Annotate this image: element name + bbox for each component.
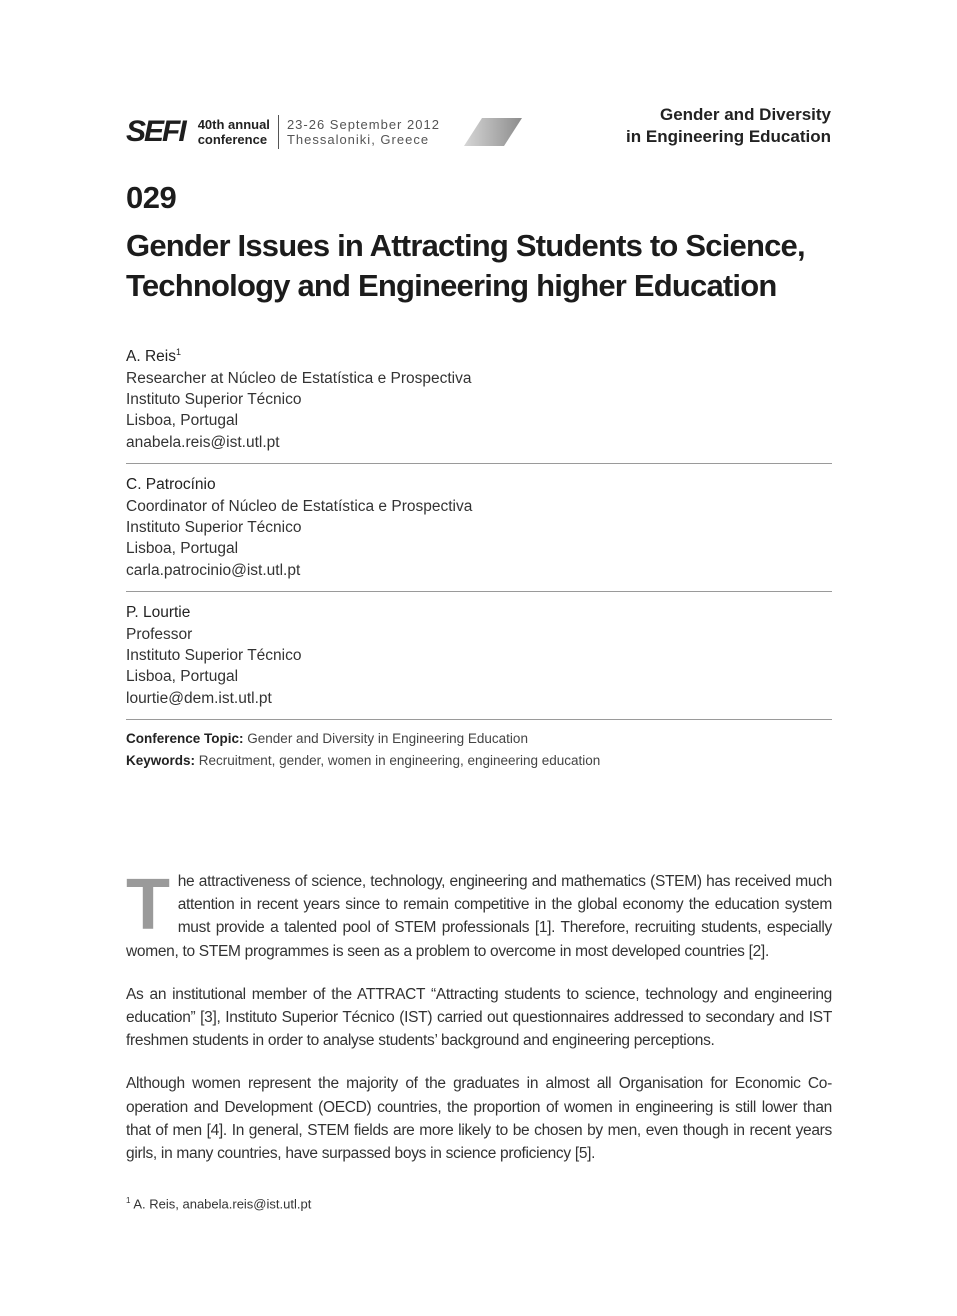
drop-cap: T [126,865,170,945]
paper-title [126,226,846,306]
author-name: P. Lourtie [126,604,191,622]
conference-edition [198,117,270,147]
author-block [126,342,832,464]
author-role: Researcher at Núcleo de Estatística e Prospectiva [126,369,472,387]
paper-number: 029 [126,180,177,215]
header-divider [278,115,279,149]
paper-meta [126,728,832,772]
body-paragraph: As an institutional member of the ATTRACT “Attracting students to science, technology and engineering education” [3], Instituto Superior Técnico (IST) carried out questionnaires addressed to secondary and IST freshmen students in order to analyse students’ background and engineering perceptions. [126,985,832,1050]
author-email: anabela.reis@ist.utl.pt [126,433,280,451]
footnote: $^1$ A. Reis, anabela.reis@ist.utl.pt [126,1196,312,1212]
conference-topic: Conference Topic: Gender and Diversity in Engineering Education [126,731,528,746]
track-line-1: Gender and Diversity [659,105,831,124]
conference-location: Thessaloniki, Greece [286,132,430,147]
edition-label: 40th annual [197,117,270,132]
track-line-2: in Engineering Education [626,127,831,146]
author-institution: Instituto Superior Técnico [126,519,302,536]
author-role: Professor [126,625,193,643]
title-line-1: Gender Issues in Attracting Students to Science, [126,228,805,263]
conference-dates-block [287,117,440,147]
keywords: Keywords: Recruitment, gender, women in engineering, engineering education [126,753,601,768]
author-city: Lisboa, Portugal [126,668,239,686]
author-city: Lisboa, Portugal [126,412,239,430]
conference-dates: 23-26 September 2012 [286,117,440,132]
author-block [126,474,832,592]
author-email: carla.patrocinio@ist.utl.pt [126,561,301,579]
author-block [126,602,832,720]
paper-body [126,865,832,1185]
author-institution: Instituto Superior Técnico [126,647,302,665]
title-line-2: Technology and Engineering higher Education [126,268,777,303]
footnote-mark: 1 [175,347,181,357]
author-role: Coordinator of Núcleo de Estatística e Prospectiva [126,497,473,515]
body-paragraph: Although women represent the majority of the graduates in almost all Organisation for Economic Co-operation and Development (OECD) countries, the proportion of women in engineering is still lower than that of men [4]. In general, STEM fields are more likely to be chosen by men, even though in recent years girls, in many countries, have surpassed boys in science proficiency [5]. [126,1075,832,1163]
decorative-stripe-icon [464,118,522,146]
author-name: A. Reis$^1$ [126,347,181,366]
conference-word: conference [197,132,268,147]
author-name: C. Patrocínio [126,476,216,494]
author-institution: Instituto Superior Técnico [126,390,302,408]
body-paragraph: The attractiveness of science, technology, engineering and mathematics (STEM) has received much attention in recent years since to remain competitive in the global economy the education system must provide a talented pool of STEM professionals [1]. Therefore, recruiting students, especially women, to STEM programmes is seen as a problem to overcome in most developed countries [2]. [126,865,832,960]
author-list [126,342,832,730]
conference-header [126,112,522,152]
author-city: Lisboa, Portugal [126,540,239,558]
author-email: lourtie@dem.ist.utl.pt [126,689,272,707]
sefi-logo: SEFI [126,115,185,148]
conference-track [626,104,831,148]
